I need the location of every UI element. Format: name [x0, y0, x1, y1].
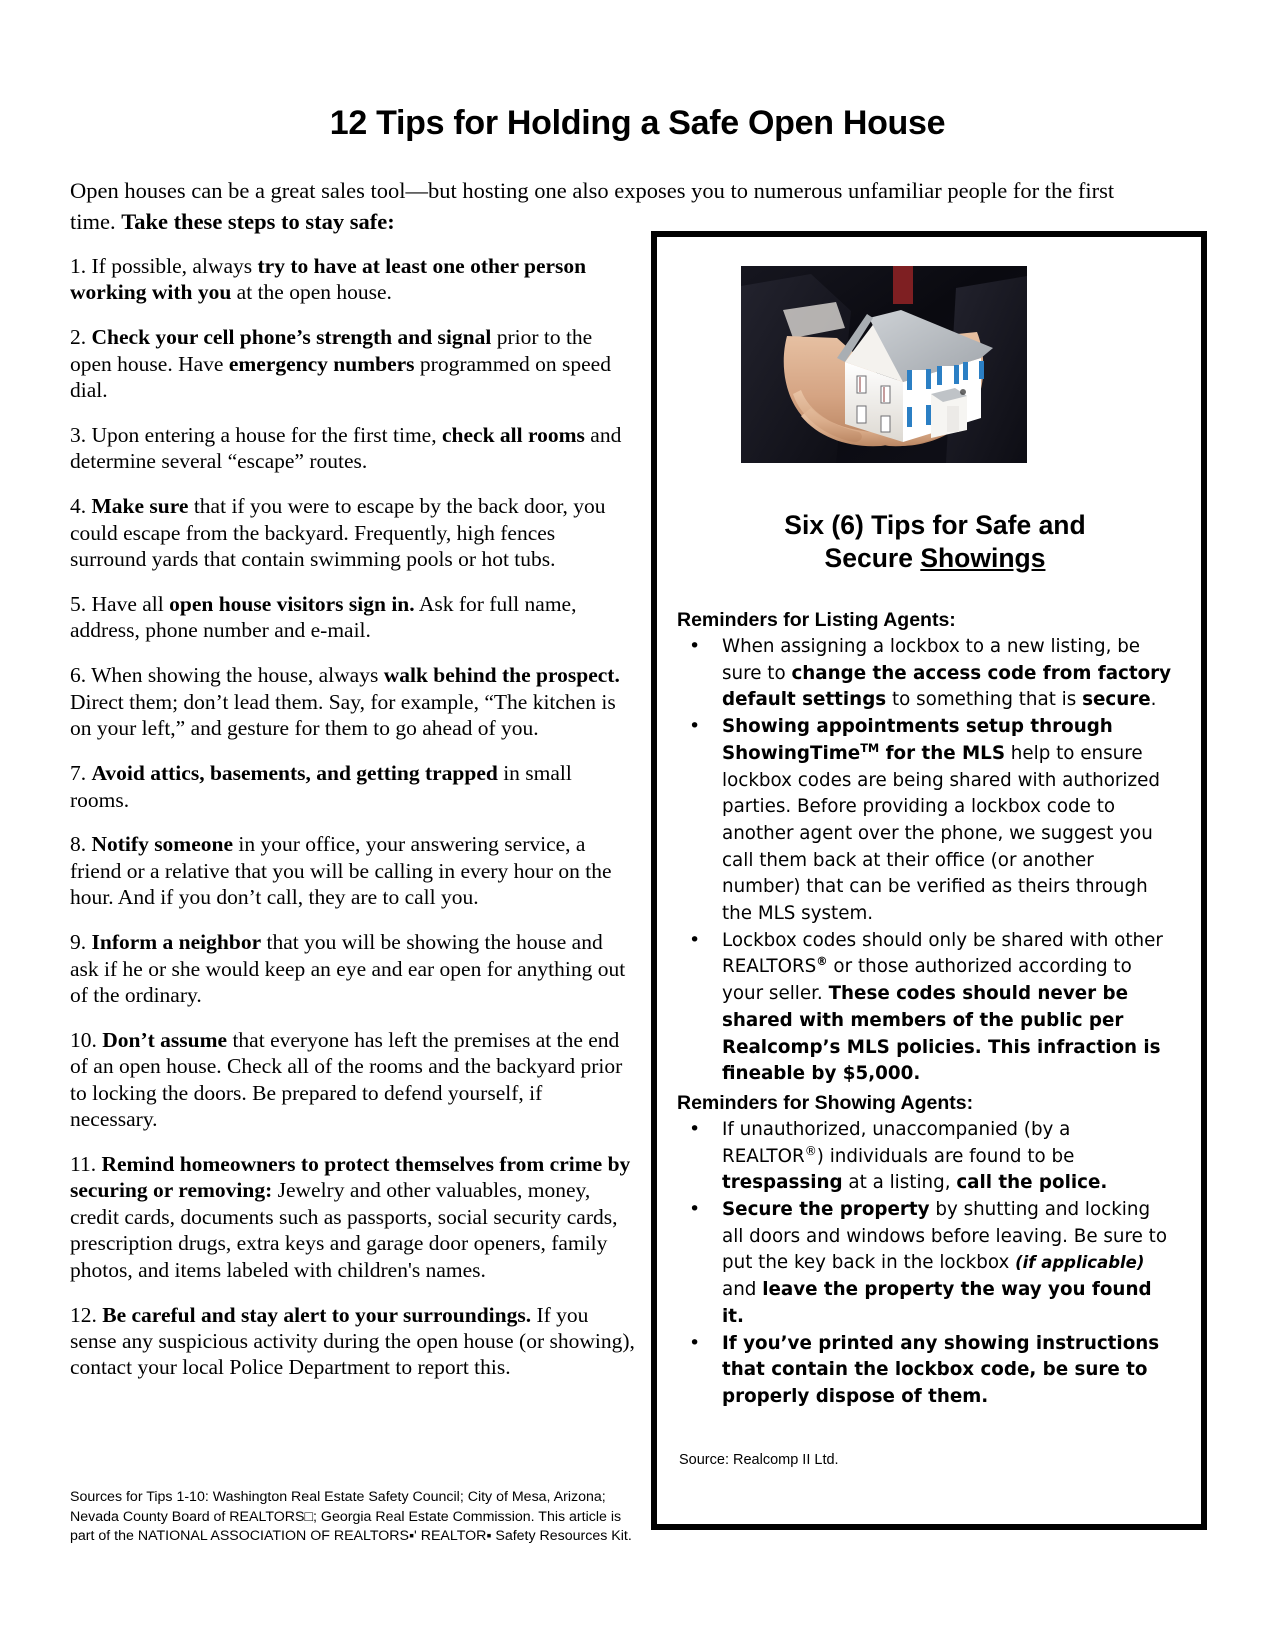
showing-agents-heading: Reminders for Showing Agents: — [677, 1091, 974, 1114]
listing-agent-bullet — [677, 634, 1175, 714]
tip-text: prior to the open house. Have — [70, 325, 593, 376]
bullet-point-icon: • — [689, 1331, 701, 1354]
tip-text-emphasis: Inform a neighbor — [91, 930, 262, 955]
tip-text: Jewelry and other valuables, money, credit cards, documents such as passports, social security cards, prescription drugs, extra keys and garage door openers, family photos, and items labeled with children's names. — [70, 1178, 618, 1282]
tip-text-emphasis: Notify someone — [91, 832, 234, 857]
intro-bold-text: Take these steps to stay safe: — [121, 209, 395, 234]
tip-text: If you sense any suspicious activity during the open house (or showing), contact your local Police Department to report this. — [70, 1302, 635, 1380]
tip-number: 11. — [70, 1151, 97, 1176]
tip-text: Upon entering a house for the first time, — [86, 423, 442, 448]
tip-number: 12. — [70, 1302, 97, 1327]
secure-showings-panel — [651, 231, 1207, 1530]
bullet-text-run: leave the property the way you found it. — [722, 1279, 1152, 1327]
tip-item — [70, 929, 635, 1008]
tip-text: in your office, your answering service, a friend or a relative that you will be calling in every hour on the hour. And if you don’t call, they are to call you. — [70, 832, 612, 910]
tip-text: and determine several “escape” routes. — [70, 423, 622, 474]
listing-agent-bullet — [677, 714, 1175, 928]
tip-item — [70, 253, 635, 306]
bullet-text-run: change the access code from factory default settings — [722, 662, 1172, 711]
bullet-text-run: ) individuals are found to be — [816, 1145, 1075, 1167]
tip-number: 7. — [70, 761, 87, 786]
bullet-text-run: help to ensure lockbox codes are being shared with authorized parties. Before providing a lockbox code to another agent over the phone, we suggest you call them back at their office (or another number) that can be verified as theirs through the MLS system. — [722, 742, 1160, 925]
bullet-text-run: Secure the property — [722, 1199, 930, 1221]
page-title: 12 Tips for Holding a Safe Open House — [329, 104, 946, 142]
tip-item — [70, 493, 635, 572]
bullet-text-run: If you’ve printed any showing instructions that contain the lockbox code, be sure to properly dispose of them. — [722, 1332, 1160, 1407]
tip-text: that you will be showing the house and ask if he or she would keep an eye and ear open for anything out of the ordinary. — [70, 930, 626, 1007]
bullet-text-run: to something that is — [886, 689, 1083, 711]
tip-number: 3. — [70, 423, 87, 448]
tip-text: When showing the house, always — [86, 663, 384, 688]
tip-text-emphasis: try to have at least one other person working with you — [70, 254, 587, 305]
tip-text: that if you were to escape by the back door, you could escape from the backyard. Frequently, high fences surround yards that contain swimming pools or hot tubs. — [70, 494, 606, 572]
intro-paragraph — [70, 175, 1130, 237]
tip-text: Ask for full name, address, phone number and e-mail. — [70, 592, 577, 643]
tip-text-emphasis: check all rooms — [441, 423, 585, 448]
tip-item — [70, 662, 635, 741]
tips-list — [70, 253, 635, 1399]
bullet-text-run: (if applicable) — [1015, 1253, 1145, 1273]
bullet-point-icon: • — [689, 928, 701, 951]
listing-agents-heading: Reminders for Listing Agents: — [677, 609, 956, 631]
bullet-text-run: If unauthorized, unaccompanied (by a REALTOR — [722, 1118, 1071, 1167]
bullet-text-run: secure — [1082, 689, 1151, 711]
tip-text-emphasis: Don’t assume — [102, 1027, 228, 1052]
intro-text: Open houses can be a great sales tool—but hosting one also exposes you to numerous unfamiliar people for the first time. — [70, 178, 1115, 234]
panel-source-note: Source: Realcomp II Ltd. — [679, 1452, 839, 1468]
tip-text-emphasis: Be careful and stay alert to your surroundings. — [102, 1302, 532, 1327]
tip-number: 1. — [70, 254, 87, 278]
panel-heading — [675, 509, 1195, 575]
tip-item — [70, 1302, 635, 1381]
tip-text-emphasis: Make sure — [91, 494, 189, 519]
bullet-text-run: by shutting and locking all doors and windows before leaving. Be sure to put the key back in the lockbox — [722, 1199, 1168, 1274]
bullet-point-icon: • — [689, 1198, 701, 1221]
bullet-text-run: ® — [804, 1143, 817, 1158]
listing-agents-bullet-list — [677, 634, 1175, 1088]
tip-number: 10. — [70, 1027, 97, 1052]
bullet-text-run: When assigning a lockbox to a new listing, be sure to — [722, 636, 1141, 684]
bullet-text-run: for the MLS — [879, 742, 1005, 764]
tip-text-emphasis: emergency numbers — [228, 351, 415, 376]
tip-text: in small rooms. — [70, 761, 572, 812]
tip-item — [70, 591, 635, 644]
listing-agent-bullet — [677, 928, 1175, 1088]
tip-text: that everyone has left the premises at the end of an open house. Check all of the rooms and the backyard prior to locking the doors. Be prepared to defend yourself, if necessary. — [70, 1027, 623, 1132]
tip-number: 9. — [70, 930, 87, 955]
tip-text: Have all — [86, 592, 170, 617]
bullet-text-run: trespassing — [722, 1172, 843, 1194]
tip-item — [70, 1027, 635, 1133]
tip-item — [70, 1151, 635, 1283]
tip-number: 4. — [70, 494, 87, 519]
tip-item — [70, 324, 635, 403]
bullet-text-run: TM — [860, 740, 880, 755]
bullet-text-run: or those authorized according to your seller. — [722, 956, 1132, 1005]
bullet-text-run: These codes should never be shared with members of the public per Realcomp’s MLS policies. This infraction is fineable by $5,000. — [722, 983, 1161, 1085]
bullet-text-run: Lockbox codes should only be shared with other REALTORS — [722, 929, 1163, 978]
tip-text: programmed on speed dial. — [70, 351, 611, 403]
showing-agents-bullet-list — [677, 1117, 1175, 1411]
bullet-point-icon: • — [689, 1117, 701, 1140]
tip-item — [70, 422, 635, 475]
tip-text: If possible, always — [86, 254, 258, 278]
bullet-text-run: . — [1150, 689, 1157, 711]
showing-agent-bullet — [677, 1197, 1175, 1331]
tip-item — [70, 831, 635, 910]
tip-text-emphasis: Remind homeowners to protect themselves from crime by securing or removing: — [70, 1151, 631, 1203]
showing-agent-bullet — [677, 1117, 1175, 1197]
panel-heading-underlined-word: Showings — [920, 543, 1046, 573]
tip-text-emphasis: open house visitors sign in. — [169, 592, 415, 617]
tip-number: 5. — [70, 592, 87, 617]
tip-text-emphasis: walk behind the prospect. — [383, 663, 620, 688]
bullet-point-icon: • — [689, 635, 701, 657]
tip-number: 2. — [70, 325, 87, 350]
bullet-text-run: ® — [816, 954, 828, 969]
bullet-text-run: at a listing, — [842, 1172, 957, 1194]
panel-body — [677, 607, 1175, 1413]
tip-number: 6. — [70, 663, 87, 688]
tip-text-emphasis: Check your cell phone’s strength and signal — [91, 325, 492, 350]
tip-text-emphasis: Avoid attics, basements, and getting trapped — [91, 761, 498, 786]
showing-agent-bullet — [677, 1331, 1175, 1411]
tip-item — [70, 760, 635, 813]
bullet-text-run: and — [722, 1279, 763, 1301]
tip-number: 8. — [70, 832, 87, 857]
hands-holding-house-photo — [741, 266, 1027, 463]
bullet-point-icon: • — [689, 715, 701, 738]
tip-text: Direct them; don’t lead them. Say, for example, “The kitchen is on your left,” and gesture for them to go ahead of you. — [70, 689, 616, 741]
panel-heading-line1: Six (6) Tips for Safe and — [784, 510, 1086, 540]
left-sources-note: Sources for Tips 1-10: Washington Real Estate Safety Council; City of Mesa, Arizona; Nevada County Board of REALTORS□; Georgia Real Estate Commission. This article is part of the NATIONAL ASSOCIATION OF REALTORS▪' REALTOR▪ Safety Resources Kit. — [70, 1489, 632, 1544]
bullet-text-run: call the police. — [956, 1172, 1108, 1194]
tip-text: at the open house. — [231, 280, 392, 305]
panel-heading-line2-prefix: Secure — [824, 543, 921, 573]
bullet-text-run: Showing appointments setup through ShowingTime — [722, 716, 1113, 764]
